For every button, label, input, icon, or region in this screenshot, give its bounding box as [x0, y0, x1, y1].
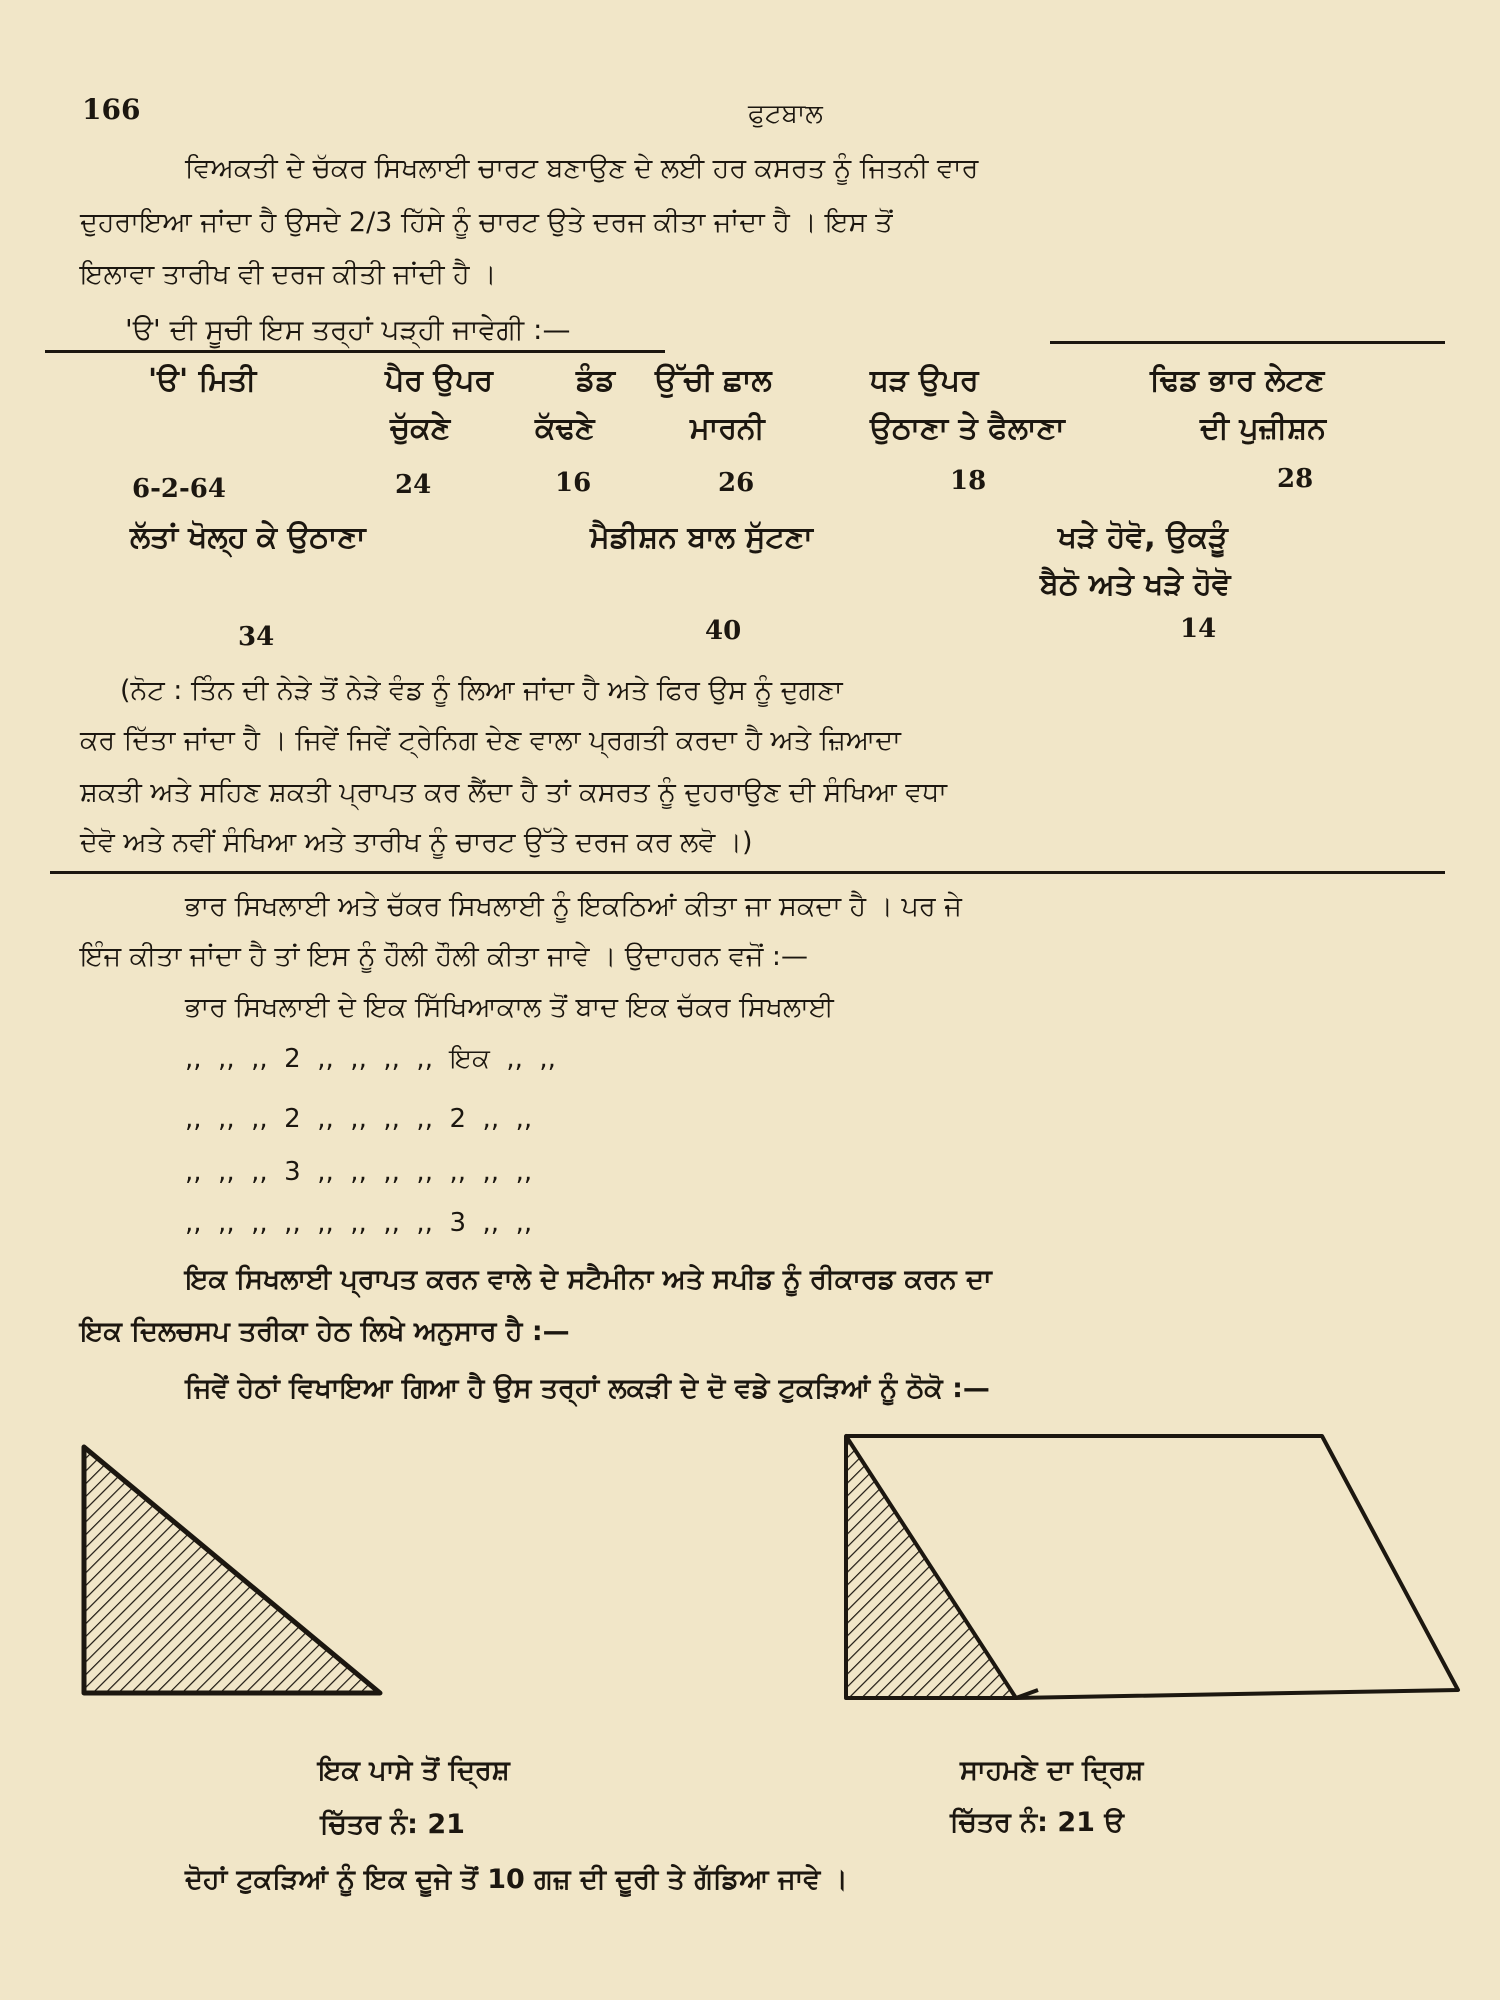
figure-label-21: ਚਿੱਤਰ ਨੰ: 21: [320, 1809, 465, 1840]
col-header-leg-raise-2: ਚੁੱਕਣੇ: [390, 411, 451, 446]
example-line: ਭਾਰ ਸਿਖਲਾਈ ਦੇ ਇਕ ਸਿੱਖਿਆਕਾਲ ਤੋਂ ਬਾਦ ਇਕ ਚੱਕਰ ਸਿਖਲਾਈ: [185, 992, 834, 1023]
stamina-line-2: ਇਕ ਦਿਲਚਸਪ ਤਰੀਕਾ ਹੇਠ ਲਿਖੇ ਅਨੁਸਾਰ ਹੈ :—: [80, 1316, 570, 1347]
note-line-4: ਦੇਵੋ ਅਤੇ ਨਵੀਂ ਸੰਖਿਆ ਅਤੇ ਤਾਰੀਖ ਨੂੰ ਚਾਰਟ ਉੱਤੇ ਦਰਜ ਕਰ ਲਵੋ ।): [80, 827, 753, 858]
col-header-trunk: ਧੜ ਉਪਰ: [870, 363, 979, 398]
col-header-pushups: ਡੰਡ: [576, 363, 615, 398]
table-top-rule-right: [1050, 341, 1445, 344]
col-header-prone-2: ਦੀ ਪੁਜ਼ੀਸ਼ਨ: [1200, 411, 1327, 446]
col-header-pushups-2: ਕੱਢਣੇ: [535, 411, 595, 446]
stamina-line-1: ਇਕ ਸਿਖਲਾਈ ਪ੍ਰਾਪਤ ਕਰਨ ਵਾਲੇ ਦੇ ਸਟੈਮੀਨਾ ਅਤੇ ਸਪੀਡ ਨੂੰ ਰੀਕਾਰਡ ਕਰਨ ਦਾ: [185, 1264, 992, 1295]
value-trunk: 18: [950, 466, 987, 496]
side-view-triangle-figure: [70, 1435, 390, 1715]
figure-caption-side-view: ਇਕ ਪਾਸੇ ਤੋਂ ਦ੍ਰਿਸ਼: [318, 1755, 510, 1786]
footer-line: ਦੋਹਾਂ ਟੁਕੜਿਆਂ ਨੂੰ ਇਕ ਦੂਜੇ ਤੋਂ 10 ਗਜ਼ ਦੀ ਦੂਰੀ ਤੇ ਗੱਡਿਆ ਜਾਵੇ ।: [185, 1864, 848, 1895]
note-line-3: ਸ਼ਕਤੀ ਅਤੇ ਸਹਿਣ ਸ਼ਕਤੀ ਪ੍ਰਾਪਤ ਕਰ ਲੈਂਦਾ ਹੈ ਤਾਂ ਕਸਰਤ ਨੂੰ ਦੁਹਰਾਉਣ ਦੀ ਸੰਖਿਆ ਵਧਾ: [80, 777, 947, 808]
table-top-rule-left: [45, 350, 665, 353]
ditto-row-2: ,, ,, ,, 2 ,, ,, ,, ,, 2 ,, ,,: [185, 1104, 533, 1134]
page-number: 166: [82, 93, 141, 126]
front-view-trapezoid-figure: [838, 1428, 1470, 1718]
col-header-trunk-2: ਉਠਾਣਾ ਤੇ ਫੈਲਾਣਾ: [870, 411, 1065, 446]
col-header-high-jump: ਉੱਚੀ ਛਾਲ: [655, 363, 772, 398]
table-bottom-rule: [50, 871, 1445, 874]
col-header-date: 'ੳ' ਮਿਤੀ: [148, 363, 257, 398]
col-header-leg-raise: ਪੈਰ ਉਪਰ: [385, 363, 494, 398]
ditto-row-3: ,, ,, ,, 3 ,, ,, ,, ,, ,, ,, ,,: [185, 1157, 533, 1187]
col-header-prone: ਢਿਡ ਭਾਰ ਲੇਟਣ: [1150, 363, 1325, 398]
running-title: ਫੁਟਬਾਲ: [748, 99, 823, 129]
col-header-medicine-ball: ਮੈਡੀਸ਼ਨ ਬਾਲ ਸੁੱਟਣਾ: [590, 520, 813, 555]
col-header-high-jump-2: ਮਾਰਨੀ: [690, 411, 765, 446]
value-high-jump: 26: [718, 468, 755, 498]
value-date: 6-2-64: [132, 474, 226, 504]
col-header-leg-spread: ਲੱਤਾਂ ਖੋਲ੍ਹ ਕੇ ਉਠਾਣਾ: [130, 520, 366, 555]
col-header-squat-stand: ਖੜੇ ਹੋਵੋ, ਉਕੜੂੰ: [1058, 520, 1228, 555]
figure-caption-front-view: ਸਾਹਮਣੇ ਦਾ ਦ੍ਰਿਸ਼: [960, 1755, 1144, 1786]
intro-line-3: ਇਲਾਵਾ ਤਾਰੀਖ ਵੀ ਦਰਜ ਕੀਤੀ ਜਾਂਦੀ ਹੈ ।: [80, 259, 497, 290]
value-leg-raise: 24: [395, 470, 432, 500]
value-leg-spread: 34: [238, 622, 275, 652]
combine-line-1: ਭਾਰ ਸਿਖਲਾਈ ਅਤੇ ਚੱਕਰ ਸਿਖਲਾਈ ਨੂੰ ਇਕਠਿਆਂ ਕੀਤਾ ਜਾ ਸਕਦਾ ਹੈ । ਪਰ ਜੇ: [185, 891, 962, 922]
col-header-squat-stand-2: ਬੈਠੋ ਅਤੇ ਖੜੇ ਹੋਵੋ: [1040, 567, 1231, 602]
value-squat-stand: 14: [1180, 614, 1217, 644]
list-heading: 'ੳ' ਦੀ ਸੂਚੀ ਇਸ ਤਰ੍ਹਾਂ ਪੜ੍ਹੀ ਜਾਵੇਗੀ :—: [125, 313, 571, 346]
ditto-row-1: ,, ,, ,, 2 ,, ,, ,, ,, ਇਕ ,, ,,: [185, 1044, 556, 1074]
value-pushups: 16: [555, 468, 592, 498]
intro-line-1: ਵਿਅਕਤੀ ਦੇ ਚੱਕਰ ਸਿਖਲਾਈ ਚਾਰਟ ਬਣਾਉਣ ਦੇ ਲਈ ਹਰ ਕਸਰਤ ਨੂੰ ਜਿਤਨੀ ਵਾਰ: [185, 153, 979, 184]
value-prone: 28: [1277, 464, 1314, 494]
wood-line: ਜਿਵੇਂ ਹੇਠਾਂ ਵਿਖਾਇਆ ਗਿਆ ਹੈ ਉਸ ਤਰ੍ਹਾਂ ਲਕੜੀ ਦੇ ਦੋ ਵਡੇ ਟੁਕੜਿਆਂ ਨੂੰ ਠੋਕੋ :—: [185, 1373, 990, 1404]
intro-line-2: ਦੁਹਰਾਇਆ ਜਾਂਦਾ ਹੈ ਉਸਦੇ 2/3 ਹਿੱਸੇ ਨੂੰ ਚਾਰਟ ਉਤੇ ਦਰਜ ਕੀਤਾ ਜਾਂਦਾ ਹੈ । ਇਸ ਤੋਂ: [80, 207, 893, 238]
value-medicine-ball: 40: [705, 616, 742, 646]
combine-line-2: ਇੰਜ ਕੀਤਾ ਜਾਂਦਾ ਹੈ ਤਾਂ ਇਸ ਨੂੰ ਹੌਲੀ ਹੌਲੀ ਕੀਤਾ ਜਾਵੇ । ਉਦਾਹਰਨ ਵਜੋਂ :—: [80, 941, 809, 972]
figure-label-21a: ਚਿੱਤਰ ਨੰ: 21 ੳ: [950, 1807, 1124, 1838]
note-line-1: (ਨੋਟ : ਤਿੰਨ ਦੀ ਨੇੜੇ ਤੋਂ ਨੇੜੇ ਵੰਡ ਨੂੰ ਲਿਆ ਜਾਂਦਾ ਹੈ ਅਤੇ ਫਿਰ ਉਸ ਨੂੰ ਦੁਗਣਾ: [120, 675, 843, 706]
ditto-row-4: ,, ,, ,, ,, ,, ,, ,, ,, 3 ,, ,,: [185, 1208, 533, 1238]
note-line-2: ਕਰ ਦਿੱਤਾ ਜਾਂਦਾ ਹੈ । ਜਿਵੇਂ ਜਿਵੇਂ ਟ੍ਰੇਨਿਗ ਦੇਣ ਵਾਲਾ ਪ੍ਰਗਤੀ ਕਰਦਾ ਹੈ ਅਤੇ ਜ਼ਿਆਦਾ: [80, 725, 901, 756]
